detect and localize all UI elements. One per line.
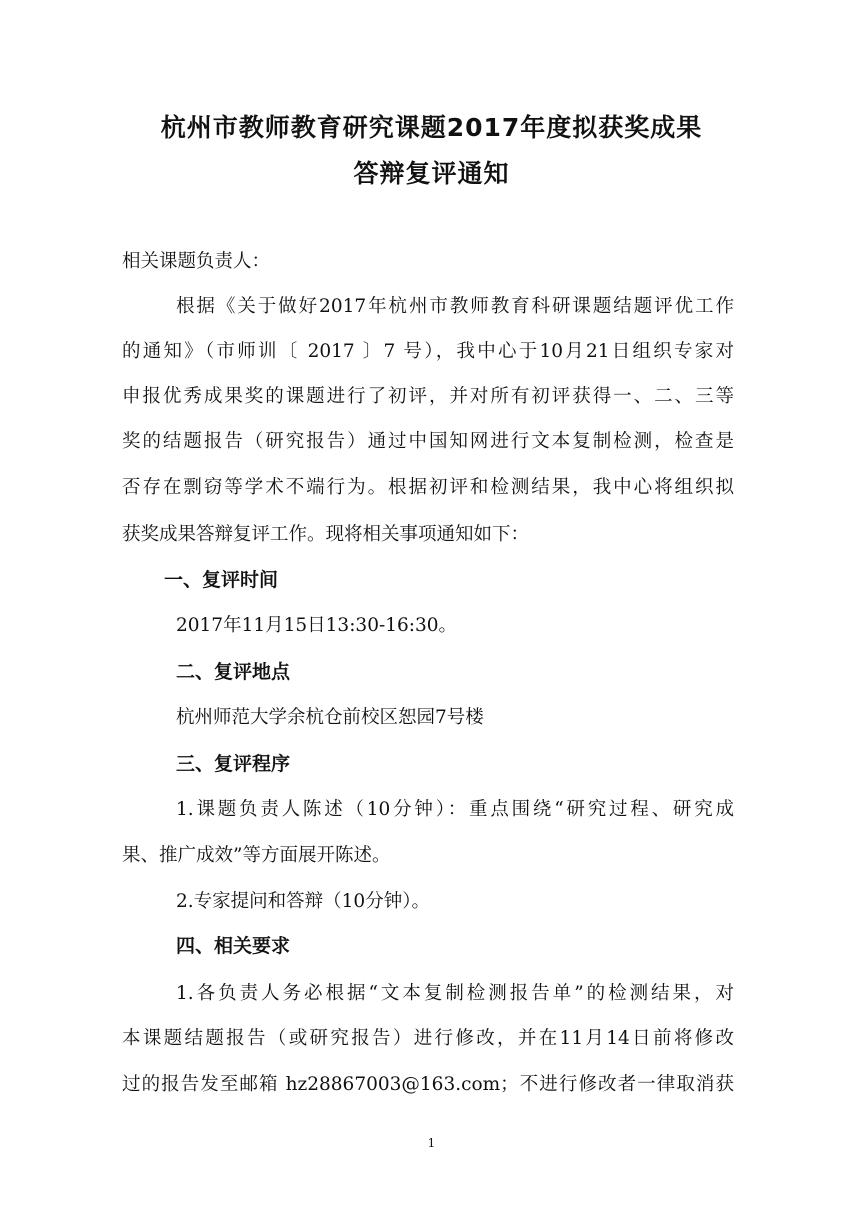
intro-line-1: 根据《关于做好2017年杭州市教师教育科研课题结题评优工作 [176, 296, 734, 317]
section-2-heading: 二、复评地点 [176, 661, 291, 683]
intro-line-6: 获奖成果答辩复评工作。现将相关事项通知如下： [122, 524, 530, 545]
salutation: 相关课题负责人： [122, 251, 271, 272]
document-title-line-2: 答辩复评通知 [353, 159, 510, 188]
section-1-heading: 一、复评时间 [164, 569, 279, 591]
section-3-item-1-line-2: 果、推广成效”等方面展开陈述。 [122, 845, 391, 866]
page-number: 1 [427, 1136, 436, 1150]
section-4-heading: 四、相关要求 [176, 935, 291, 957]
intro-line-4: 奖的结题报告（研究报告）通过中国知网进行文本复制检测，检查是 [122, 431, 734, 452]
section-4-line-1: 1.各负责人务必根据“文本复制检测报告单”的检测结果，对 [176, 983, 734, 1004]
document-title-line-1: 杭州市教师教育研究课题2017年度拟获奖成果 [160, 113, 703, 142]
section-3-heading: 三、复评程序 [176, 753, 291, 775]
intro-line-5: 否存在剽窃等学术不端行为。根据初评和检测结果，我中心将组织拟 [122, 477, 734, 498]
section-4-line-3: 过的报告发至邮箱 hz28867003@163.com；不进行修改者一律取消获 [122, 1074, 734, 1095]
section-2-text: 杭州师范大学余杭仓前校区恕园7号楼 [176, 707, 484, 728]
section-3-item-2: 2.专家提问和答辩（10分钟）。 [176, 891, 430, 912]
section-4-line-2: 本课题结题报告（或研究报告）进行修改，并在11月14日前将修改 [122, 1028, 734, 1049]
intro-line-3: 申报优秀成果奖的课题进行了初评，并对所有初评获得一、二、三等 [122, 386, 734, 407]
intro-line-2: 的通知》（市师训〔 2017 〕7 号），我中心于10月21日组织专家对 [122, 341, 734, 362]
section-1-text: 2017年11月15日13:30-16:30。 [176, 615, 458, 636]
section-3-item-1-line-1: 1.课题负责人陈述（10分钟）：重点围绕“研究过程、研究成 [176, 799, 734, 820]
